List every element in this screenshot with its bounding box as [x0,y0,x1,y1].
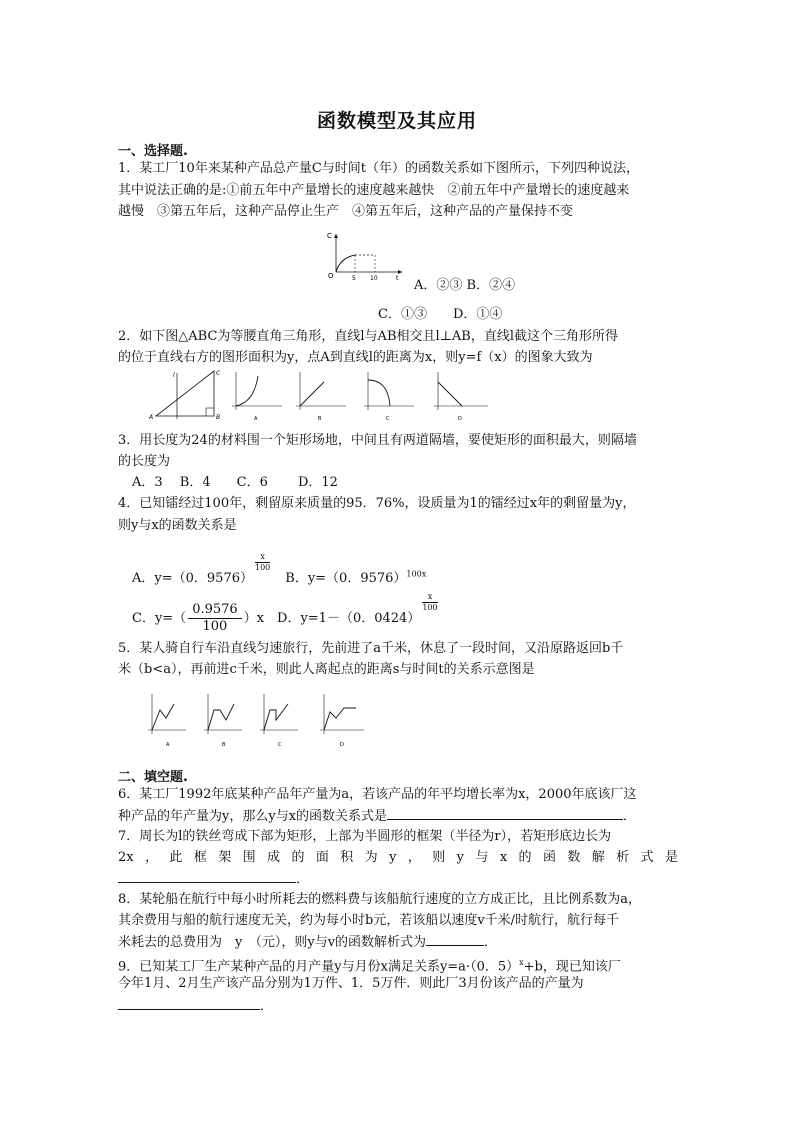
q1-graph-figure [318,226,408,286]
q9-line-3 [118,996,678,1017]
q5-option-b-graph [204,694,242,748]
section-heading-choice: 一、选择题. [118,144,188,159]
q6-line-2-text: 种产品的年产量为y，那么y与x的函数关系式是 [118,809,388,824]
q2-option-a-label: A [254,416,258,422]
q6-answer-blank[interactable] [387,806,623,820]
q9-end-mark: ． [260,999,274,1014]
q2-line-l: l [173,372,175,379]
q9-line-1-tail: +b，现已知该厂 [523,959,621,975]
q5-option-b-label: B [222,742,226,748]
q6-line-1: 6．某工厂1992年底某种产品年产量为a，若该产品的年平均增长率为x，2000年底该厂这 [118,787,637,802]
q4-line-1: 4．已知镭经过100年，剩留原来质量的95．76%，设质量为1的镭经过x年的剩留量为y， [118,496,636,511]
q4-option-b-exponent: 100x [406,569,427,579]
q4-option-a-exp-den: 100 [254,563,271,572]
q7-line-2: 2x，此框架围成的面积为y，则y与x的函数解析式是 [118,850,678,865]
q1-line-1: 1．某工厂10年来某种产品总产量C与时间t（年）的函数关系如下图所示，下列四种说法， [118,161,639,176]
q8-line-2: 其余费用与船的航行速度无关，约为每小时b元，若该船以速度v千米/时航行，航行每千 [118,913,620,928]
q8-answer-blank[interactable] [426,932,484,946]
section-heading-fill: 二、填空题. [118,770,188,785]
q1-axis-x-label: t [396,275,399,282]
q2-line-2: 的位于直线右方的图形面积为y，点A到直线l的距离为x，则y=f（x）的图象大致为 [118,350,593,365]
q4-option-b: B．y=（0．9576） [272,571,407,586]
q6-line-2 [118,806,678,827]
q5-option-d-graph [320,694,364,748]
q9-exponent: x [519,958,524,967]
q8-line-3 [118,932,678,953]
q4-options-ab [132,552,652,589]
q2-point-c: C [216,370,221,377]
q4-line-2: 则y与x的函数关系是 [118,518,237,533]
q4-option-a: A．y=（0．9576） [132,571,253,586]
q3-line-2: 的长度为 [118,454,171,469]
q2-line-1: 2．如下图△ABC为等腰直角三角形，直线l与AB相交且l⊥AB，直线l截这个三角形所得 [118,329,618,344]
q5-option-c-label: C [278,742,282,748]
q8-line-3-text: 米耗去的总费用为 y （元），则y与v的函数解析式为 [118,935,427,950]
q2-triangle-figure [148,370,221,421]
q4-option-d-exp-num: x [422,592,437,603]
q2-figures [146,368,498,424]
q7-answer-blank[interactable] [118,869,296,883]
q2-point-b: B [216,414,221,421]
q4-option-d: ）x D．y=1－（0．0424） [243,611,421,626]
q5-option-c-graph [260,694,298,748]
page-title: 函数模型及其应用 [316,110,477,132]
q3-line-1: 3．用长度为24的材料围一个矩形场地，中间且有两道隔墙，要使矩形的面积最大，则隔墙 [118,433,637,448]
q5-option-a-graph [148,694,186,748]
q1-options-cd: C．①③ D．①④ [378,307,503,322]
q4-options-cd [132,592,652,635]
q9-line-2: 今年1月、2月生产该产品分别为1万件、1．5万件．则此厂3月份该产品的产量为 [118,976,584,991]
q9-answer-blank[interactable] [118,996,260,1010]
q2-point-a: A [149,414,154,421]
q1-tick-5: 5 [352,275,356,282]
q4-option-a-exp-num: x [255,552,270,563]
q1-options-ab: A．②③ B．②④ [414,278,516,293]
q2-option-c-label: C [386,416,390,422]
q4-option-c-denominator: 100 [202,619,228,634]
q5-option-d-label: D [340,742,344,748]
q2-option-c-graph [364,372,414,422]
q5-line-1: 5．某人骑自行车沿直线匀速旅行，先前进了a千米，休息了一段时间，又沿原路返回b千 [118,641,624,656]
q2-option-b-label: B [318,416,322,422]
q5-line-2: 米（b<a），再前进c千米，则此人离起点的距离s与时间t的关系示意图是 [118,662,535,677]
q4-option-c-fraction [188,602,242,635]
q4-option-c-numerator: 0.9576 [188,602,242,619]
q6-end-mark: ． [623,809,637,824]
q4-option-a-exponent [255,552,270,573]
q2-option-d-graph [434,372,488,422]
q1-origin-label: O [328,272,334,280]
q4-option-d-exponent [422,592,437,613]
q5-option-a-label: A [166,742,170,748]
q1-line-3: 越慢 ③第五年后，这种产品停止生产 ④第五年后，这种产品的产量保持不变 [118,204,574,219]
q9-line-1-text: 9．已知某工厂生产某种产品的月产量y与月份x满足关系y=a·（0．5） [118,959,520,975]
q2-option-d-label: D [458,416,462,422]
q1-axis-y-label: C [327,232,332,240]
q2-option-a-graph [232,372,282,422]
q7-line-1: 7．周长为l的铁丝弯成下部为矩形，上部为半圆形的框架（半径为r），若矩形底边长为 [118,829,612,844]
q2-option-b-graph [296,372,346,422]
q4-option-d-exp-den: 100 [422,603,438,612]
q4-option-c: C．y=（ [132,611,187,626]
q7-end-mark: ． [296,872,310,887]
q1-line-2: 其中说法正确的是:①前五年中产量增长的速度越来越快 ②前五年中产量增长的速度越来 [118,183,630,198]
q8-line-1: 8．某轮船在航行中每小时所耗去的燃料费与该船航行速度的立方成正比，且比例系数为a， [118,892,642,907]
q8-end-mark: ． [484,935,498,950]
q5-figures [146,690,368,748]
q1-tick-10: 10 [370,275,378,282]
q7-line-3 [118,869,678,890]
q3-options: A．3 B．4 C．6 D．12 [132,475,338,490]
